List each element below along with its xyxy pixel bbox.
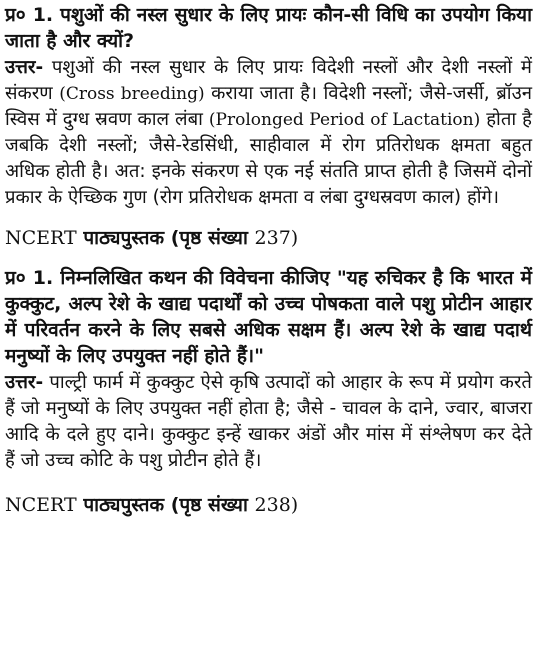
section-heading-238 bbox=[5, 492, 532, 518]
heading-page-number: 237) bbox=[254, 227, 299, 249]
answer-text: होता है जबकि देशी नस्लों; जैसे-रेडसिंधी, साहीवाल में रोग प्रतिरोधक क्षमता बहुत अधिक होती है। अत: इनके संकरण से एक नई संतति प्राप्त होती है जिसमें दोनों प्रकार के ऐच्छिक गुण (रोग प्रतिरोधक क्षमता व लंबा दुग्धस्रवण काल) होंगे। bbox=[5, 109, 532, 208]
heading-ncert: NCERT bbox=[5, 494, 77, 516]
answer-text: कराया जाता है। विदेशी नस्लों; जैसे-जर्सी, ब्रॉउन स्विस में दुग्ध स्रवण काल लंबा bbox=[5, 83, 532, 130]
answer-label: उत्तर- bbox=[5, 57, 44, 78]
heading-page-number: 238) bbox=[254, 494, 299, 516]
document-page bbox=[5, 0, 532, 518]
question-1 bbox=[5, 2, 532, 54]
answer-1 bbox=[5, 55, 532, 211]
answer-text: पशुओं की नस्ल सुधार के लिए प्रायः विदेशी नस्लों और देशी नस्लों में संकरण bbox=[5, 57, 532, 104]
answer-label: उत्तर- bbox=[5, 372, 44, 393]
question-prefix: प्र० 1. bbox=[5, 4, 54, 26]
answer-english-term: (Prolonged Period of Lactation) bbox=[208, 110, 481, 130]
section-heading-237 bbox=[5, 225, 532, 251]
answer-2 bbox=[5, 370, 532, 474]
question-2 bbox=[5, 265, 532, 369]
heading-ncert: NCERT bbox=[5, 227, 77, 249]
answer-english-term: (Cross breeding) bbox=[59, 84, 205, 104]
question-text: पशुओं की नस्ल सुधार के लिए प्रायः कौन-सी विधि का उपयोग किया जाता है और क्यों? bbox=[5, 4, 532, 52]
answer-text: पाल्ट्री फार्म में कुक्कुट ऐसे कृषि उत्पादों को आहार के रूप में प्रयोग करते हैं जो मनुष्यों के लिए उपयुक्त नहीं होता है; जैसे - चावल के दाने, ज्वार, बाजरा आदि के दले हुए दाने। कुक्कुट इन्हें खाकर अंडों और मांस में संश्लेषण कर देते हैं जो उच्च कोटि के पशु प्रोटीन होते हैं। bbox=[5, 372, 532, 471]
question-text: निम्नलिखित कथन की विवेचना कीजिए "यह रुचिकर है कि भारत में कुक्कुट, अल्प रेशे के खाद्य पदार्थों को उच्च पोषकता वाले पशु प्रोटीन आहार में परिवर्तन करने के लिए सबसे अधिक सक्षम हैं। अल्प रेशे के खाद्य पदार्थ मनुष्यों के लिए उपयुक्त नहीं होते हैं।" bbox=[5, 267, 532, 367]
heading-text: पाठ्यपुस्तक (पृष्ठ संख्या bbox=[83, 494, 248, 516]
heading-text: पाठ्यपुस्तक (पृष्ठ संख्या bbox=[83, 227, 248, 249]
question-prefix: प्र० 1. bbox=[5, 267, 54, 289]
